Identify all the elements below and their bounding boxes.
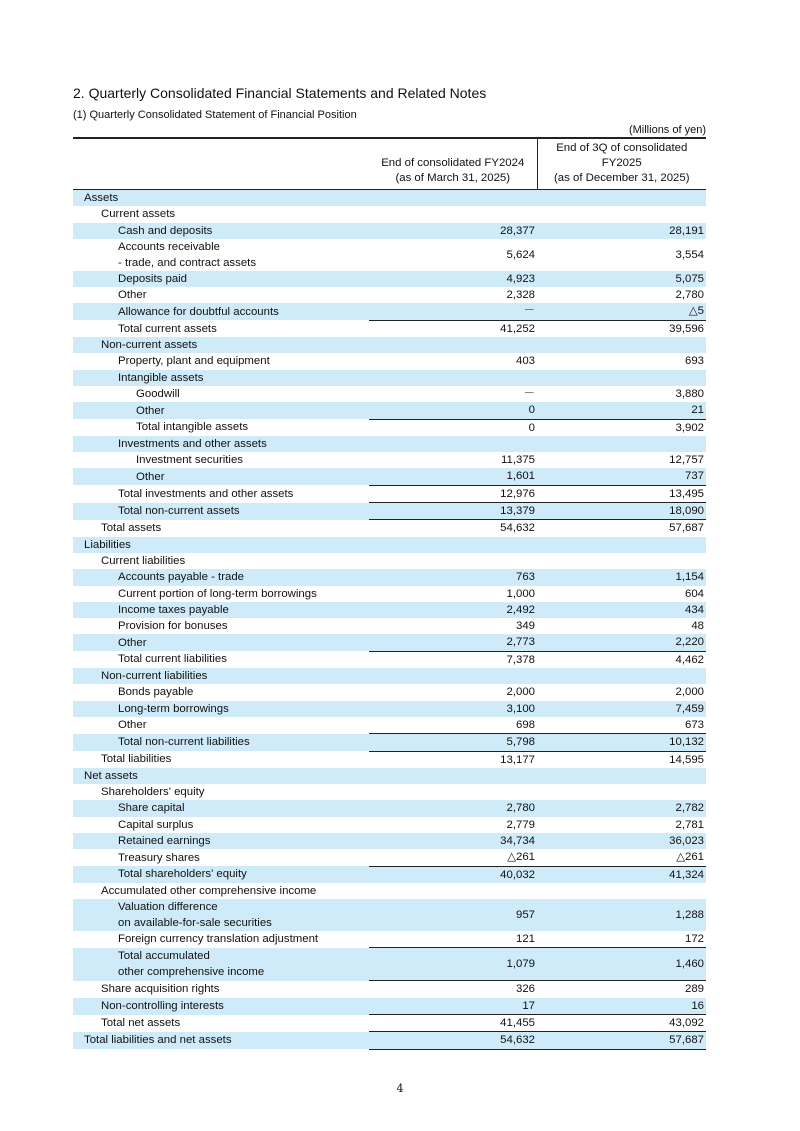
value-fy2025-3q (537, 784, 706, 800)
row-label: Income taxes payable (73, 602, 369, 618)
statement-page (73, 84, 706, 1050)
row-label: Cash and deposits (73, 223, 369, 239)
value-fy2025-3q: 693 (684, 355, 704, 368)
value-fy2025-3q: 172 (684, 933, 704, 946)
table-row (73, 303, 706, 320)
value-fy2025-3q: 36,023 (537, 833, 706, 849)
row-label: Net assets (73, 768, 369, 784)
value-fy2025-3q: 10,132 (537, 734, 706, 751)
value-fy2025-3q (537, 190, 706, 207)
value-fy2024: 54,632 (369, 520, 537, 537)
value-fy2024: 403 (515, 355, 535, 368)
table-row (73, 386, 706, 402)
value-fy2025-3q (537, 768, 706, 784)
table-row (73, 223, 706, 239)
header-item (73, 138, 369, 190)
row-label: Provision for bonuses (118, 620, 228, 633)
value-fy2024: 2,492 (369, 602, 537, 618)
row-label: Total assets (101, 522, 162, 535)
value-fy2024: 5,798 (369, 734, 537, 751)
value-fy2024 (369, 436, 537, 452)
value-fy2024: 1,000 (506, 587, 535, 600)
row-label: Long-term borrowings (73, 701, 369, 717)
table-row (73, 402, 706, 419)
table-row (73, 370, 706, 386)
table-row (73, 436, 706, 452)
value-fy2024: 28,377 (369, 223, 537, 239)
row-label: Total net assets (101, 1017, 181, 1030)
value-fy2024 (369, 784, 537, 800)
value-fy2024: － (523, 387, 535, 400)
value-fy2024 (369, 370, 537, 386)
value-fy2025-3q: 5,075 (537, 271, 706, 287)
header-fy2024-line: End of consolidated FY2024 (381, 157, 525, 169)
row-label: Allowance for doubtful accounts (73, 303, 369, 320)
value-fy2024: 2,773 (369, 634, 537, 651)
row-label: Property, plant and equipment (118, 355, 270, 368)
table-row (73, 981, 706, 998)
value-fy2025-3q: 3,880 (675, 387, 704, 400)
row-label: Other (73, 402, 369, 419)
table-row (73, 452, 706, 468)
table-row (73, 701, 706, 717)
value-fy2024 (369, 206, 537, 222)
table-row (73, 751, 706, 768)
row-label: Total current assets (118, 322, 217, 335)
row-label: Non-current assets (73, 337, 369, 353)
value-fy2024: 0 (369, 419, 537, 436)
table-row (73, 849, 706, 866)
value-fy2025-3q: 673 (684, 718, 704, 731)
table-row (73, 468, 706, 485)
table-row (73, 503, 706, 520)
row-label: Bonds payable (118, 686, 194, 699)
table-row (73, 833, 706, 849)
row-label: Intangible assets (73, 370, 369, 386)
value-fy2024: 54,632 (369, 1032, 537, 1049)
value-fy2025-3q: 604 (684, 587, 704, 600)
table-row (73, 684, 706, 700)
table-header-row (73, 138, 706, 190)
value-fy2024: 4,923 (369, 271, 537, 287)
value-fy2025-3q: 2,782 (537, 800, 706, 816)
row-label: Valuation difference on available-for-sale securities (73, 899, 369, 931)
value-fy2025-3q: 2,000 (675, 686, 704, 699)
value-fy2024: 13,177 (369, 751, 537, 768)
value-fy2025-3q: 1,288 (537, 899, 706, 931)
value-fy2024 (369, 190, 537, 207)
table-row (73, 287, 706, 303)
table-row (73, 651, 706, 668)
value-fy2025-3q (537, 337, 706, 353)
table-row (73, 190, 706, 207)
table-row (73, 320, 706, 337)
section-title: 2. Quarterly Consolidated Financial Statements and Related Notes (73, 85, 487, 101)
value-fy2024 (369, 883, 537, 899)
value-fy2024: 34,734 (369, 833, 537, 849)
table-row (73, 537, 706, 553)
table-body (73, 190, 706, 1050)
page-number: 4 (396, 1082, 404, 1095)
row-label: Share capital (73, 800, 369, 816)
table-row (73, 602, 706, 618)
value-fy2024 (369, 668, 537, 684)
value-fy2024: 2,328 (506, 289, 535, 302)
row-label: Investments and other assets (73, 436, 369, 452)
value-fy2025-3q (537, 668, 706, 684)
table-row (73, 768, 706, 784)
table-row (73, 485, 706, 502)
table-row (73, 239, 706, 271)
table-row (73, 998, 706, 1015)
table-row (73, 634, 706, 651)
value-fy2025-3q (537, 553, 706, 569)
value-fy2024: － (369, 303, 537, 320)
header-fy2024 (369, 138, 537, 190)
header-fy2025-3q (537, 138, 706, 190)
row-label: Current liabilities (101, 554, 186, 567)
value-fy2024: 5,624 (506, 248, 535, 261)
row-label: Foreign currency translation adjustment (118, 933, 319, 946)
table-row (73, 668, 706, 684)
table-row (73, 899, 706, 931)
value-fy2025-3q: 2,220 (537, 634, 706, 651)
value-fy2024: 121 (515, 933, 535, 946)
value-fy2024: 41,252 (369, 320, 537, 337)
statement-subtitle: (1) Quarterly Consolidated Statement of Financial Position (73, 109, 357, 121)
value-fy2025-3q: △261 (676, 851, 704, 864)
table-row (73, 866, 706, 883)
value-fy2024: 17 (369, 998, 537, 1015)
row-label: Accounts payable - trade (73, 569, 369, 585)
table-row (73, 734, 706, 751)
value-fy2024: 13,379 (369, 503, 537, 520)
row-label: Goodwill (136, 387, 180, 400)
value-fy2025-3q: 434 (537, 602, 706, 618)
value-fy2024 (369, 553, 537, 569)
value-fy2025-3q: 48 (691, 620, 704, 633)
value-fy2025-3q: 13,495 (537, 485, 706, 502)
row-label: Assets (73, 190, 369, 207)
row-label: Liabilities (73, 537, 369, 553)
value-fy2024: 349 (515, 620, 535, 633)
table-row (73, 419, 706, 436)
row-label: Deposits paid (73, 271, 369, 287)
value-fy2024: 0 (369, 402, 537, 419)
table-row (73, 1032, 706, 1049)
table-row (73, 800, 706, 816)
row-label: Total non-current assets (73, 503, 369, 520)
row-label: Accumulated other comprehensive income (101, 884, 317, 897)
table-row (73, 337, 706, 353)
table-row (73, 817, 706, 833)
row-label: Non-controlling interests (73, 998, 369, 1015)
header-fy2025-line: FY2025 (601, 157, 642, 169)
table-row (73, 1015, 706, 1032)
value-fy2025-3q: 2,781 (675, 818, 704, 831)
financial-position-table (73, 137, 706, 1050)
value-fy2024: 698 (515, 718, 535, 731)
header-fy2025-line: End of 3Q of consolidated (556, 142, 688, 154)
value-fy2025-3q (537, 537, 706, 553)
table-row (73, 569, 706, 585)
table-row (73, 931, 706, 948)
table-row (73, 948, 706, 981)
value-fy2024: 3,100 (369, 701, 537, 717)
value-fy2025-3q: 1,154 (537, 569, 706, 585)
value-fy2025-3q: 7,459 (537, 701, 706, 717)
row-label: Other (73, 468, 369, 485)
row-label: Shareholders' equity (101, 786, 205, 799)
table-row (73, 206, 706, 222)
value-fy2025-3q: 289 (537, 981, 706, 998)
row-label: Capital surplus (118, 818, 194, 831)
row-label: Total shareholders' equity (73, 866, 369, 883)
row-label: Total intangible assets (136, 421, 249, 434)
value-fy2024: 2,779 (506, 818, 535, 831)
value-fy2024: 763 (369, 569, 537, 585)
row-label: Accounts receivable - trade, and contract assets (118, 240, 257, 269)
value-fy2025-3q: 14,595 (537, 751, 706, 768)
value-fy2025-3q: 57,687 (537, 1032, 706, 1049)
value-fy2024: 326 (369, 981, 537, 998)
value-fy2024 (369, 537, 537, 553)
value-fy2025-3q: 3,554 (675, 248, 704, 261)
value-fy2025-3q: 43,092 (537, 1015, 706, 1032)
value-fy2025-3q (537, 436, 706, 452)
value-fy2025-3q (537, 206, 706, 222)
row-label: Total accumulated other comprehensive income (73, 948, 369, 981)
table-row (73, 271, 706, 287)
row-label: Total liabilities and net assets (73, 1032, 369, 1049)
value-fy2024: 1,601 (369, 468, 537, 485)
value-fy2025-3q: 737 (537, 468, 706, 485)
header-fy2025-line: (as of December 31, 2025) (554, 172, 690, 184)
row-label: Other (73, 634, 369, 651)
row-label: Non-current liabilities (73, 668, 369, 684)
value-fy2025-3q: 16 (537, 998, 706, 1015)
row-label: Investment securities (136, 454, 243, 467)
table-row (73, 586, 706, 602)
value-fy2025-3q: 41,324 (537, 866, 706, 883)
value-fy2025-3q: 21 (537, 402, 706, 419)
value-fy2024: 11,375 (501, 454, 535, 467)
table-row (73, 717, 706, 734)
value-fy2025-3q: 39,596 (537, 320, 706, 337)
value-fy2025-3q (537, 883, 706, 899)
table-row (73, 618, 706, 634)
row-label: Total current liabilities (118, 653, 227, 666)
value-fy2024 (369, 337, 537, 353)
value-fy2024: 40,032 (369, 866, 537, 883)
table-row (73, 883, 706, 899)
value-fy2024: 1,079 (369, 948, 537, 981)
value-fy2025-3q: 12,757 (669, 454, 704, 467)
header-fy2024-line: (as of March 31, 2025) (395, 172, 511, 184)
value-fy2025-3q: 4,462 (537, 651, 706, 668)
value-fy2025-3q: 1,460 (537, 948, 706, 981)
value-fy2024: 2,000 (506, 686, 535, 699)
value-fy2024: 957 (369, 899, 537, 931)
value-fy2024: △261 (507, 851, 535, 864)
row-label: Treasury shares (118, 851, 200, 864)
table-row (73, 784, 706, 800)
row-label: Share acquisition rights (101, 983, 220, 996)
value-fy2025-3q: 57,687 (537, 520, 706, 537)
row-label: Current portion of long-term borrowings (118, 587, 317, 600)
value-fy2025-3q: 28,191 (537, 223, 706, 239)
value-fy2025-3q: 3,902 (537, 419, 706, 436)
value-fy2024: 2,780 (369, 800, 537, 816)
value-fy2024 (369, 768, 537, 784)
row-label: Other (118, 289, 147, 302)
table-row (73, 553, 706, 569)
table-row (73, 353, 706, 369)
row-label: Retained earnings (73, 833, 369, 849)
table-row (73, 520, 706, 537)
value-fy2025-3q (537, 370, 706, 386)
unit-label: (Millions of yen) (628, 124, 706, 136)
row-label: Total liabilities (101, 753, 172, 766)
value-fy2025-3q: 2,780 (675, 289, 704, 302)
row-label: Total non-current liabilities (73, 734, 369, 751)
row-label: Other (118, 719, 147, 732)
value-fy2024: 7,378 (369, 651, 537, 668)
row-label: Total investments and other assets (118, 487, 294, 500)
value-fy2024: 41,455 (369, 1015, 537, 1032)
value-fy2024: 12,976 (369, 485, 537, 502)
row-label: Current assets (101, 208, 176, 221)
value-fy2025-3q: △5 (537, 303, 706, 320)
value-fy2025-3q: 18,090 (537, 503, 706, 520)
